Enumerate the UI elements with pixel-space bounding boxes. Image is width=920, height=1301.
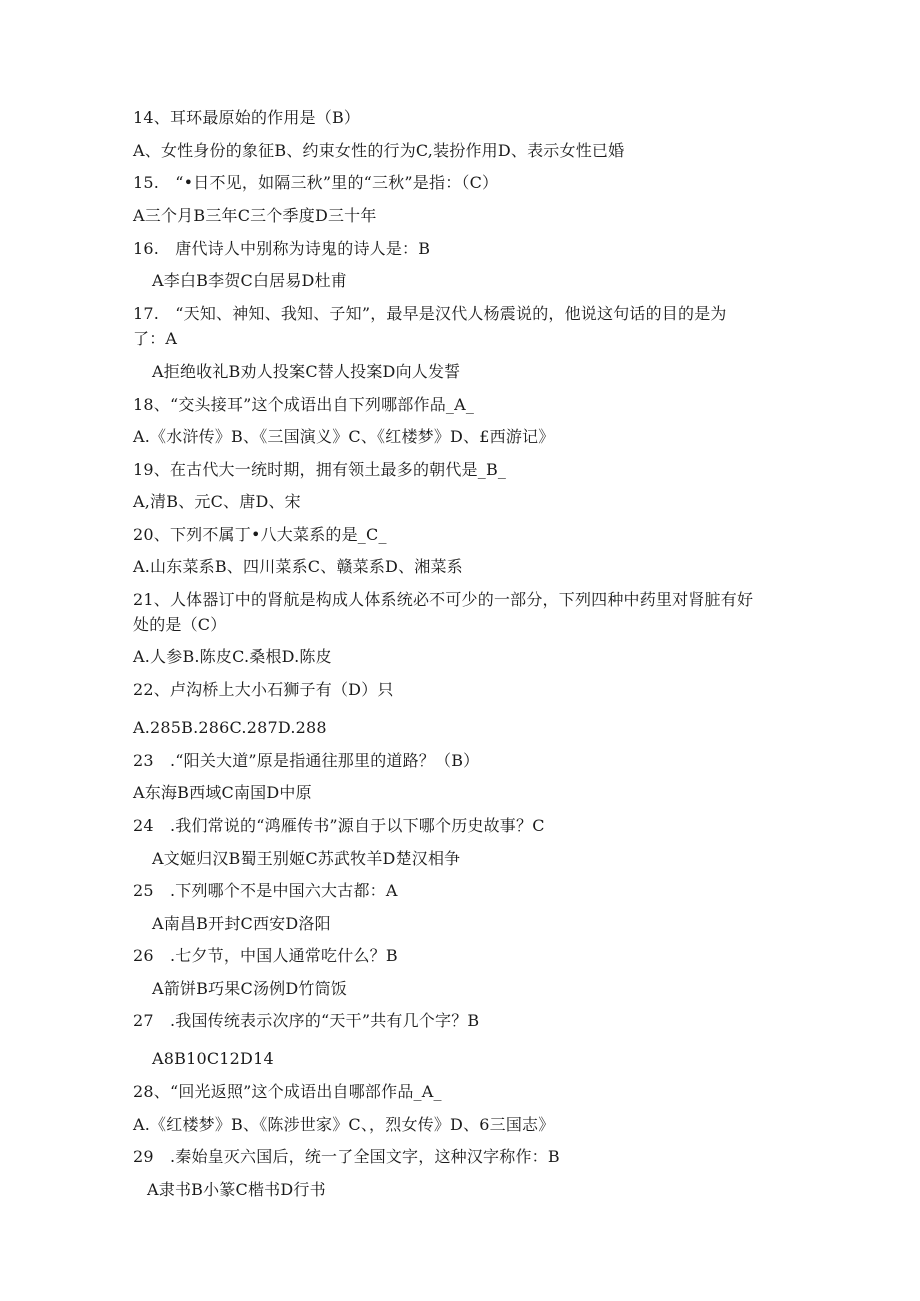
question-20: 20、下列不属丁•八大菜系的是_C_ [133,525,387,544]
options-28: A.《红楼梦》B、《陈涉世家》C、，烈女传》D、6三国志》 [133,1115,555,1134]
options-23: A东海B西域C南国D中原 [133,783,312,802]
question-28: 28、“回光返照”这个成语出自哪部作品_A_ [133,1082,442,1101]
question-15: 15. “•日不见，如隔三秋”里的“三秋”是指：（C） [133,173,499,192]
question-19: 19、在古代大一统时期，拥有领土最多的朝代是_B_ [133,460,507,479]
question-14: 14、耳环最原始的作用是（B） [133,108,361,127]
options-14: A、女性身份的象征B、约束女性的行为C,装扮作用D、表示女性已婚 [133,141,625,160]
question-22: 22、卢沟桥上大小石狮子有（D）只 [133,680,394,699]
question-27: 27 .我国传统表示次序的“天干”共有几个字？B [133,1011,480,1030]
question-16: 16. 唐代诗人中别称为诗鬼的诗人是：B [133,239,431,258]
options-15: A三个月B三年C三个季度D三十年 [133,206,377,225]
question-29: 29 .秦始皇灭六国后，统一了全国文字，这种汉字称作：B [133,1147,560,1166]
options-16: A李白B李贺C白居易D杜甫 [152,271,347,290]
options-27: A8B10C12D14 [152,1049,274,1068]
options-20: A.山东菜系B、四川菜系C、赣菜系D、湘菜系 [133,557,463,576]
question-21-cont: 处的是（C） [133,615,227,634]
options-29: A隶书B小篆C楷书D行书 [147,1180,326,1199]
question-26: 26 .七夕节，中国人通常吃什么？B [133,946,398,965]
question-23: 23 .“阳关大道”原是指通往那里的道路？（B） [133,751,480,770]
question-18: 18、“交头接耳”这个成语出自下列哪部作品_A_ [133,395,475,414]
question-17: 17. “天知、神知、我知、子知”，最早是汉代人杨震说的，他说这句话的目的是为 [133,304,727,323]
question-21: 21、人体器订中的肾航是构成人体系统必不可少的一部分，下列四种中药里对肾脏有好 [133,590,754,609]
options-25: A南昌B开封C西安D洛阳 [152,914,331,933]
options-17: A拒绝收礼B劝人投案C替人投案D向人发誓 [152,362,461,381]
options-22: A.285B.286C.287D.288 [133,718,327,737]
options-19: A,清B、元C、唐D、宋 [133,492,301,511]
options-26: A箭饼B巧果C汤例D竹筒饭 [152,979,347,998]
options-18: A.《水浒传》B、《三国演义》C、《红楼梦》D、£西游记》 [133,427,555,446]
question-17-cont: 了：A [133,329,178,348]
options-21: A.人参B.陈皮C.桑根D.陈皮 [133,647,332,666]
question-24: 24 .我们常说的“鸿雁传书”源自于以下哪个历史故事？C [133,816,545,835]
options-24: A文姬归汉B蜀王别姬C苏武牧羊D楚汉相争 [152,849,461,868]
question-25: 25 .下列哪个不是中国六大古都：A [133,881,398,900]
